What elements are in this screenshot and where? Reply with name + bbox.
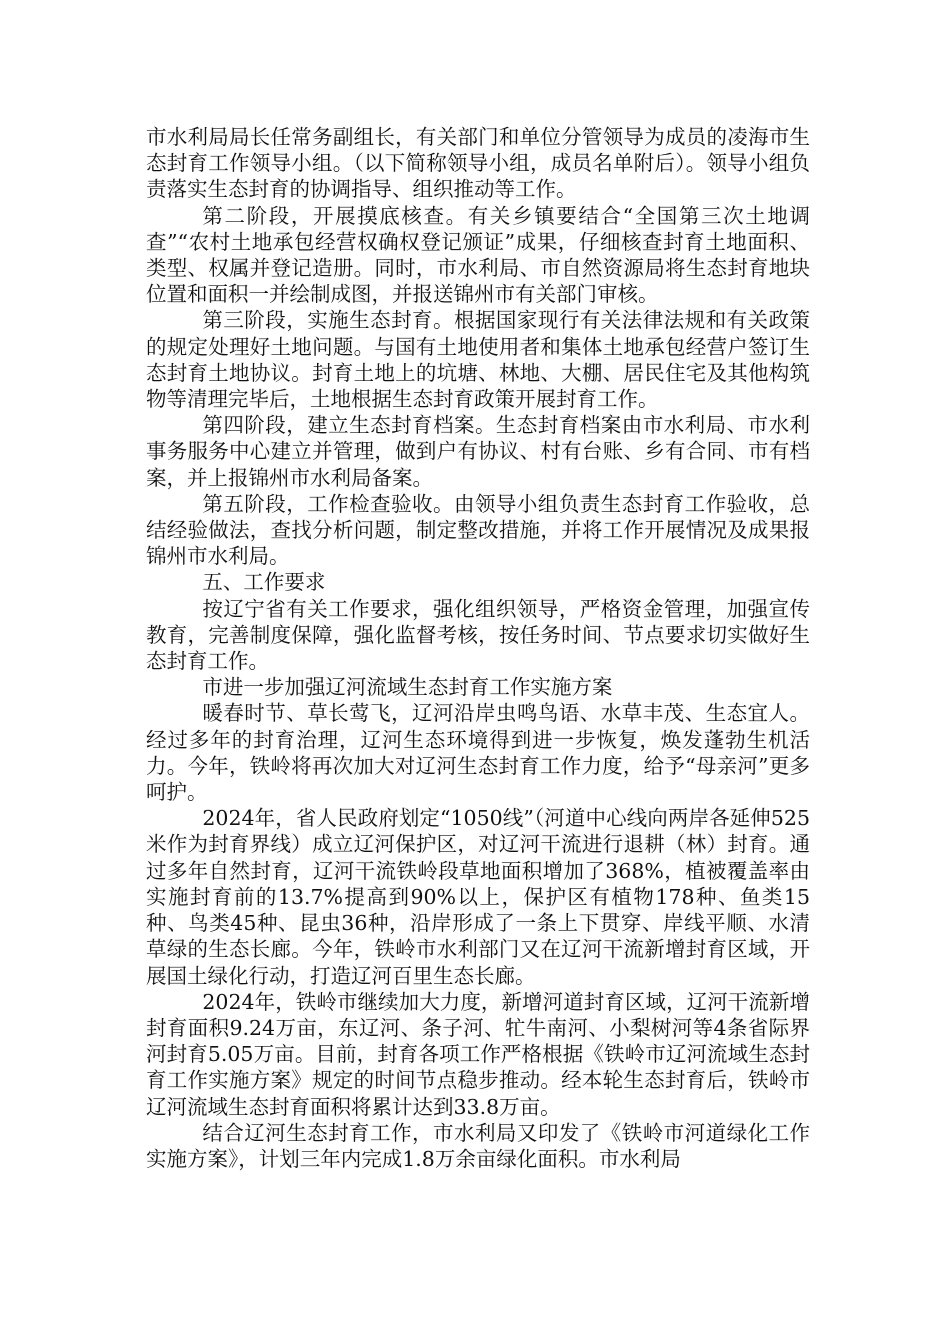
paragraph-stage-two: 第二阶段，开展摸底核查。有关乡镇要结合“全国第三次土地调查”“农村土地承包经营权确权登记颁证”成果，仔细核查封育土地面积、类型、权属并登记造册。同时，市水利局、市自然资源局将生态封育地块位置和面积一并绘制成图，并报送锦州市有关部门审核。 [146,203,810,307]
paragraph-stage-five: 第五阶段，工作检查验收。由领导小组负责生态封育工作验收，总结经验做法，查找分析问题，制定整改措施，并将工作开展情况及成果报锦州市水利局。 [146,491,810,569]
section-heading-work-requirements: 五、工作要求 [202,570,326,595]
paragraph-new-enclosure: 2024年，铁岭市继续加大力度，新增河道封育区域，辽河干流新增封育面积9.24万亩，东辽河、条子河、牤牛南河、小梨树河等4条省际界河封育5.05万亩。目前，封育各项工作严格根据《铁岭市辽河流域生态封育工作实施方案》规定的时间节点稳步推动。经本轮生态封育后，铁岭市辽河流域生态封育面积将累计达到33.8万亩。 [146,989,810,1119]
paragraph-stage-four: 第四阶段，建立生态封育档案。生态封育档案由市水利局、市水利事务服务中心建立并管理，做到户有协议、村有台账、乡有合同、市有档案，并上报锦州市水利局备案。 [146,413,810,490]
document-page [146,124,810,1172]
paragraph-protection-zone: 2024年，省人民政府划定“1050线”（河道中心线向两岸各延伸525米作为封育界线）成立辽河保护区，对辽河干流进行退耕（林）封育。通过多年自然封育，辽河干流铁岭段草地面积增加了368%，植被覆盖率由实施封育前的13.7%提高到90%以上，保护区有植物178种、鱼类15种、鸟类45种、昆虫36种，沿岸形成了一条上下贯穿、岸线平顺、水清草绿的生态长廊。今年，铁岭市水利部门又在辽河干流新增封育区域，开展国土绿化行动，打造辽河百里生态长廊。 [146,806,810,988]
paragraph-spring-intro: 暖春时节、草长莺飞，辽河沿岸虫鸣鸟语、水草丰茂、生态宜人。经过多年的封育治理，辽河生态环境得到进一步恢复，焕发蓬勃生机活力。今年，铁岭将再次加大对辽河生态封育工作力度，给予“母亲河”更多呵护。 [146,701,810,805]
paragraph-work-requirements: 按辽宁省有关工作要求，强化组织领导，严格资金管理，加强宣传教育，完善制度保障，强化监督考核，按任务时间、节点要求切实做好生态封育工作。 [146,596,810,674]
paragraph-greening-plan: 结合辽河生态封育工作，市水利局又印发了《铁岭市河道绿化工作实施方案》，计划三年内完成1.8万余亩绿化面积。市水利局 [146,1120,810,1171]
section-heading-liaohe-plan: 市进一步加强辽河流域生态封育工作实施方案 [202,675,613,700]
paragraph-stage-three: 第三阶段，实施生态封育。根据国家现行有关法律法规和有关政策的规定处理好土地问题。与国有土地使用者和集体土地承包经营户签订生态封育土地协议。封育土地上的坑塘、林地、大棚、居民住宅及其他构筑物等清理完毕后，土地根据生态封育政策开展封育工作。 [146,308,810,412]
paragraph-continuation: 市水利局局长任常务副组长，有关部门和单位分管领导为成员的凌海市生态封育工作领导小组。（以下简称领导小组，成员名单附后）。领导小组负责落实生态封育的协调指导、组织推动等工作。 [146,125,810,202]
